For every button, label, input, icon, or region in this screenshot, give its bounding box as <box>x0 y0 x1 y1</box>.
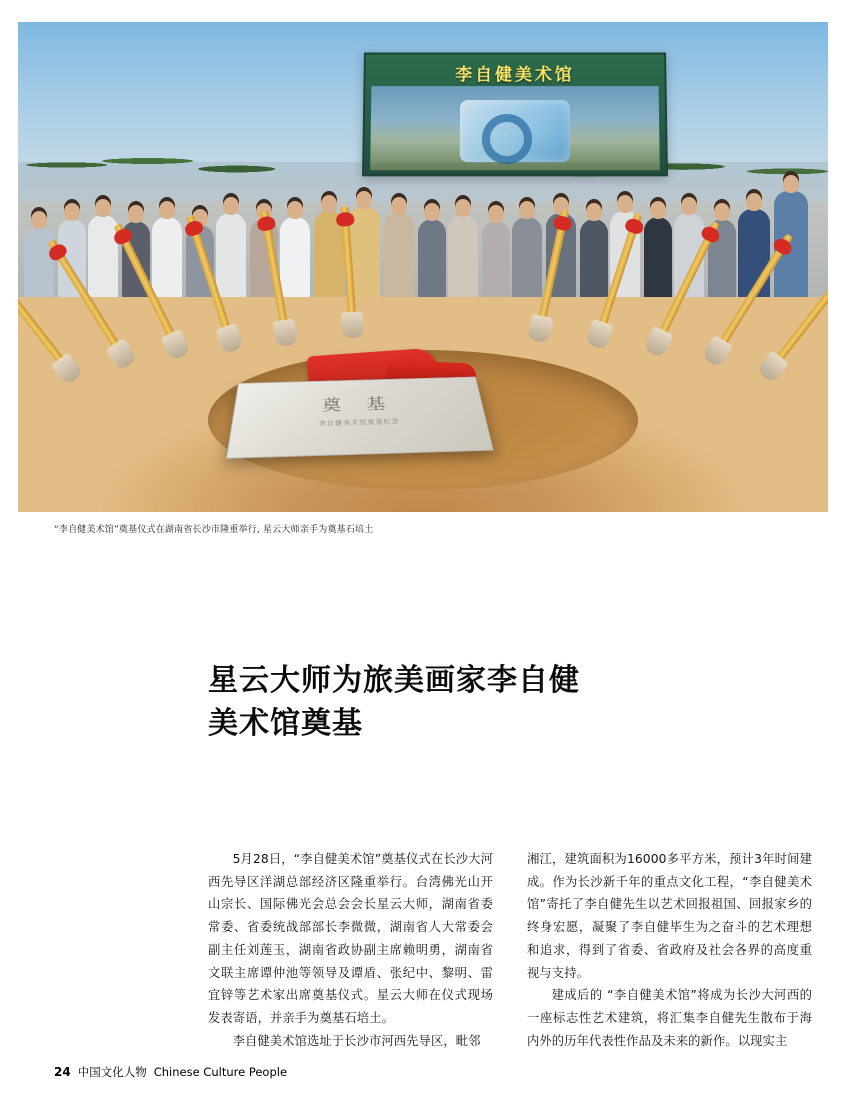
headline-line-1: 星云大师为旅美画家李自健 <box>208 663 580 698</box>
paragraph: 湘江，建筑面积为16000多平方米，预计3年时间建成。作为长沙新千年的重点文化工程，“李自健美术馆”寄托了李自健先生以艺术回报祖国、回报家乡的终身宏愿，凝聚了李自健毕生为之奋斗的艺术理想和追求，得到了省委、省政府及社会各界的高度重视与支持。 <box>527 852 812 980</box>
paragraph: 5月28日，“李自健美术馆”奠基仪式在长沙大河西先导区洋湖总部经济区隆重举行。台湾佛光山开山宗长、国际佛光会总会会长星云大师，湖南省委常委、省委统战部部长李微微，湖南省人大常委会副主任刘莲玉，湖南省政协副主席赖明勇，湖南省文联主席谭仲池等领导及谭盾、张纪中、黎明、雷宜锌等艺术家出席奠基仪式。星云大师在仪式现场发表寄语，并亲手为奠基石培土。 <box>208 852 493 1026</box>
headline-line-2: 美术馆奠基 <box>208 705 363 741</box>
publication-title-en: Chinese Culture People <box>153 1065 288 1079</box>
foundation-stone-text: 奠 基 <box>321 394 396 415</box>
article-body <box>208 848 812 1053</box>
publication-title-cn: 中国文化人物 <box>77 1065 147 1079</box>
stage-billboard <box>362 52 668 176</box>
billboard-title: 李自健美术馆 <box>455 65 575 85</box>
ceremony-photograph <box>18 22 828 512</box>
body-column-left <box>208 848 493 1053</box>
paragraph: 李自健美术馆选址于长沙市河西先导区，毗邻 <box>232 1033 481 1048</box>
page-number: 24 <box>54 1065 71 1079</box>
photo-caption: “李自健美术馆”奠基仪式在湖南省长沙市隆重举行, 星云大师亲手为奠基石培土 <box>54 525 374 535</box>
foundation-stone <box>226 377 494 459</box>
museum-logo-graphic <box>460 100 571 162</box>
foundation-stone-subtext: 李自健美术馆奠基纪念 <box>318 418 401 428</box>
article-headline <box>208 660 768 745</box>
page-footer <box>54 1064 287 1080</box>
photo-figure <box>18 22 828 512</box>
shovel-ribbon-knot <box>336 212 355 227</box>
paragraph: 建成后的 “李自健美术馆”将成为长沙大河西的一座标志性艺术建筑，将汇集李自健先生散布于海内外的历年代表性作品及未来的新作。以现实主 <box>527 988 812 1048</box>
body-column-right <box>527 848 812 1053</box>
